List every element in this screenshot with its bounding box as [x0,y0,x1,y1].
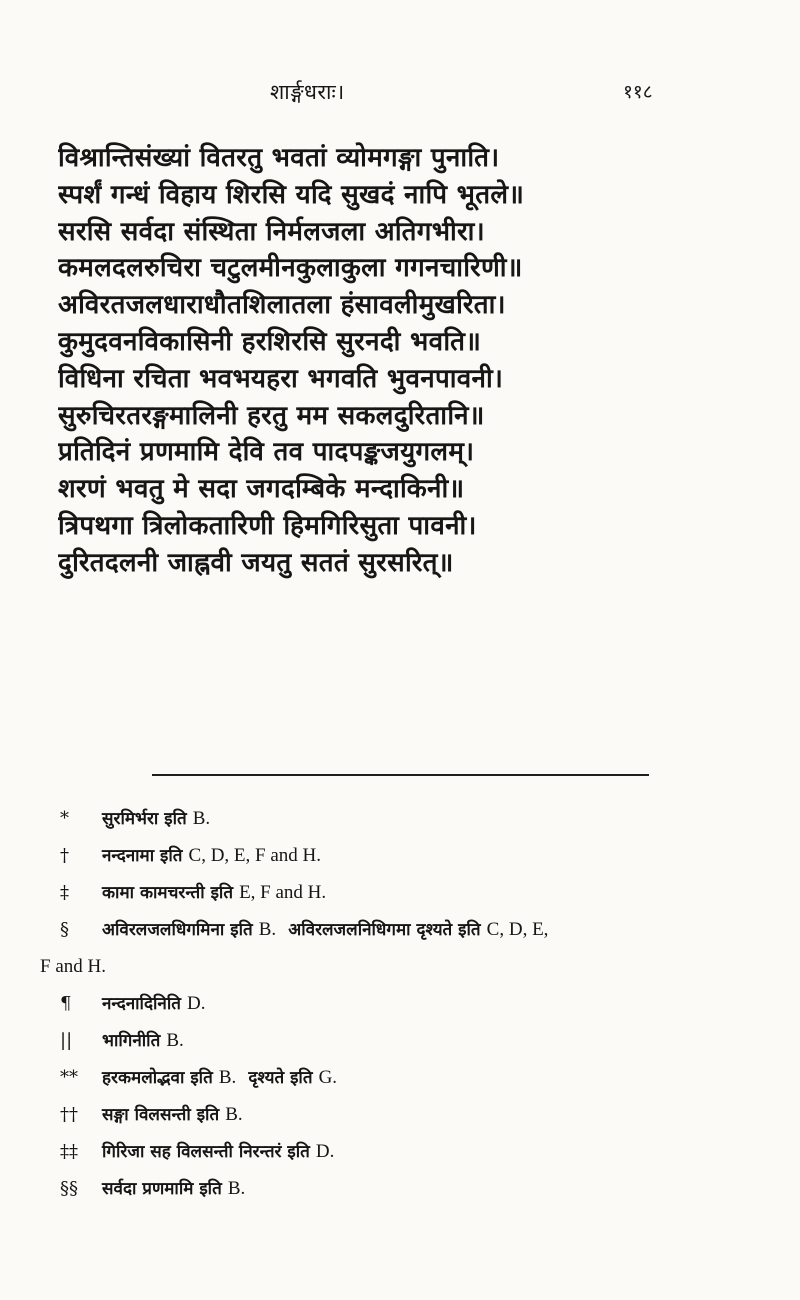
verse-line: विश्रान्तिसंख्यां वितरतु भवतां व्योमगङ्गा पुनाति। [58,143,500,173]
footnote-mark: ¶ [60,993,72,1014]
verse-line: सुरुचिरतरङ्गमालिनी हरतु मम सकलदुरितानि॥ [58,400,485,431]
verse-line: कुमुदवनविकासिनी हरशिरसि सुरनदी भवति॥ [58,326,482,357]
footnote [40,1022,760,1059]
footnote [40,1096,760,1133]
footnote [40,874,760,911]
footnote-mark: ‡‡ [60,1141,78,1162]
footnote-text [102,1133,334,1171]
footnote-mark: * [60,808,69,829]
verse-block [58,140,748,582]
footnote-sources: G. [318,1067,338,1088]
footnote-sources: C, D, E, [486,919,549,940]
footnote-mark: || [60,1030,73,1051]
footnote-sources: B. [258,919,277,940]
footnote [40,800,760,837]
footnote [40,1133,760,1170]
footnote-reading: कामा कामचरन्ती इति [102,883,234,903]
verse-line: शरणं भवतु मे सदा जगदम्बिके मन्दाकिनी॥ [58,474,465,505]
footnote-sources: D. [315,1141,335,1162]
footnote-sources: C, D, E, F and H. [188,845,322,866]
footnotes [40,800,760,1207]
running-head-title: शार्ङ्गधराः। [270,80,345,104]
footnote-text [102,800,210,838]
footnote-sources: B. [225,1104,243,1125]
footnote-sources: F and H. [40,956,106,977]
footnote-reading: अविरलजलनिधिगमा दृश्यते इति [288,920,481,940]
footnote-reading: गिरिजा सह विलसन्ती निरन्तरं इति [102,1142,310,1162]
footnote-divider [152,774,649,776]
footnote-mark: † [60,845,69,866]
footnote-sources: B. [166,1030,184,1051]
footnote-sources: B. [218,1067,237,1088]
footnote [40,911,760,948]
verse-line: त्रिपथगा त्रिलोकतारिणी हिमगिरिसुता पावनी। [58,510,477,541]
footnote-sources: B. [227,1178,246,1199]
footnote-text [102,1170,245,1208]
verse-line: प्रतिदिनं प्रणमामि देवि तव पादपङ्कजयुगलम्। [58,437,475,468]
footnote-mark: §§ [60,1178,78,1199]
footnote-reading: अविरलजलधिगमिना इति [102,920,253,940]
footnote-continuation [40,948,760,985]
footnote-mark: § [60,919,69,940]
footnote-reading: सुरमिर्भरा इति [102,809,187,829]
footnote-reading: दृश्यते इति [248,1068,313,1088]
footnote-text [102,1022,184,1060]
footnote-text [40,948,106,985]
footnote-sources: B. [192,808,211,829]
footnote-text [102,874,326,912]
footnote [40,1059,760,1096]
footnote-sources: D. [186,993,206,1014]
footnote-mark: †† [60,1104,78,1125]
footnote-text [102,837,321,875]
footnote-text [102,1059,337,1097]
footnote-reading: नन्दनादिनिति [102,994,181,1014]
verse-line: अविरतजलधाराधौतशिलातला हंसावलीमुखरिता। [58,290,506,321]
footnote-text [102,1096,243,1134]
footnote [40,837,760,874]
footnote [40,985,760,1022]
footnote-reading: नन्दनामा इति [102,846,183,866]
footnote-text [102,985,205,1023]
footnote-mark: ‡ [60,882,69,903]
running-head [0,78,800,108]
verse-line: कमलदलरुचिरा चटुलमीनकुलाकुला गगनचारिणी॥ [58,253,523,284]
footnote [40,1170,760,1207]
verse-line: स्पर्शं गन्धं विहाय शिरसि यदि सुखदं नापि भूतले॥ [58,179,525,210]
footnote-text [102,911,548,949]
verse-line: दुरितदलनी जाह्नवी जयतु सततं सुरसरित्॥ [58,547,454,578]
verse-line: विधिना रचिता भवभयहरा भगवति भुवनपावनी। [58,363,504,394]
footnote-reading: भागिनीति [102,1031,161,1051]
footnote-reading: हरकमलोद्भवा इति [102,1068,213,1088]
footnote-reading: सङ्गा विलसन्ती इति [102,1105,220,1125]
page-number: ११८ [623,81,653,103]
footnote-mark: ** [60,1067,78,1088]
footnote-reading: सर्वदा प्रणमामि इति [102,1179,222,1199]
verse-line: सरसि सर्वदा संस्थिता निर्मलजला अतिगभीरा। [58,216,485,247]
footnote-sources: E, F and H. [239,882,327,903]
